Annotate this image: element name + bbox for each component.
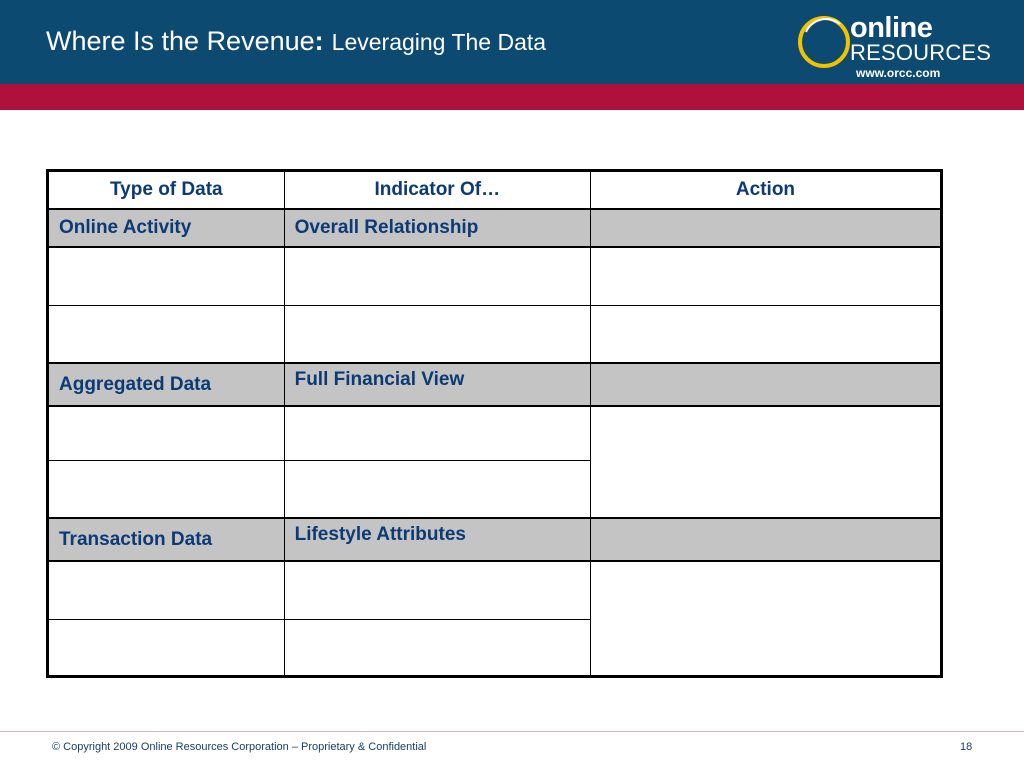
action-cell — [590, 363, 941, 406]
empty-cell — [590, 247, 941, 305]
category-row-aggregated-data — [48, 363, 942, 406]
category-row-online-activity — [48, 209, 942, 247]
empty-cell — [284, 406, 590, 460]
category-row-transaction-data — [48, 518, 942, 561]
table-row — [48, 247, 942, 305]
table-header-row — [48, 171, 942, 210]
indicator-cell: Overall Relationship — [284, 209, 590, 247]
table-row — [48, 406, 942, 460]
action-cell — [590, 518, 941, 561]
empty-cell — [284, 305, 590, 363]
empty-cell — [48, 561, 285, 619]
footer-copyright: © Copyright 2009 Online Resources Corporation – Proprietary & Confidential — [52, 741, 427, 753]
action-cell — [590, 209, 941, 247]
empty-cell — [48, 619, 285, 676]
footer-divider — [0, 731, 1024, 732]
type-cell: Transaction Data — [48, 518, 285, 561]
logo-url: www.orcc.com — [856, 66, 941, 80]
table-row — [48, 305, 942, 363]
indicator-cell: Full Financial View — [284, 363, 590, 406]
merged-action-cell — [590, 561, 941, 676]
title-colon: : — [314, 26, 324, 56]
empty-cell — [284, 619, 590, 676]
empty-cell — [48, 460, 285, 518]
empty-cell — [48, 247, 285, 305]
type-cell: Aggregated Data — [48, 363, 285, 406]
accent-band — [0, 84, 1024, 110]
title-main: Where Is the Revenue — [46, 26, 315, 56]
logo-text-online: online — [850, 12, 933, 44]
logo-ring-icon — [796, 14, 856, 74]
empty-cell — [284, 247, 590, 305]
header-action: Action — [590, 171, 941, 210]
empty-cell — [48, 406, 285, 460]
header-indicator-of: Indicator Of… — [284, 171, 590, 210]
page-number: 18 — [960, 741, 973, 753]
data-table — [46, 169, 943, 678]
empty-cell — [284, 561, 590, 619]
title-subtitle: Leveraging The Data — [331, 29, 547, 55]
indicator-cell: Lifestyle Attributes — [284, 518, 590, 561]
table-row — [48, 561, 942, 619]
type-cell: Online Activity — [48, 209, 285, 247]
logo-text-resources: RESOURCES — [850, 40, 992, 65]
empty-cell — [284, 460, 590, 518]
empty-cell — [48, 305, 285, 363]
company-logo — [796, 14, 996, 82]
merged-action-cell — [590, 406, 941, 518]
header-type-of-data: Type of Data — [48, 171, 285, 210]
slide-title — [46, 26, 546, 57]
empty-cell — [590, 305, 941, 363]
